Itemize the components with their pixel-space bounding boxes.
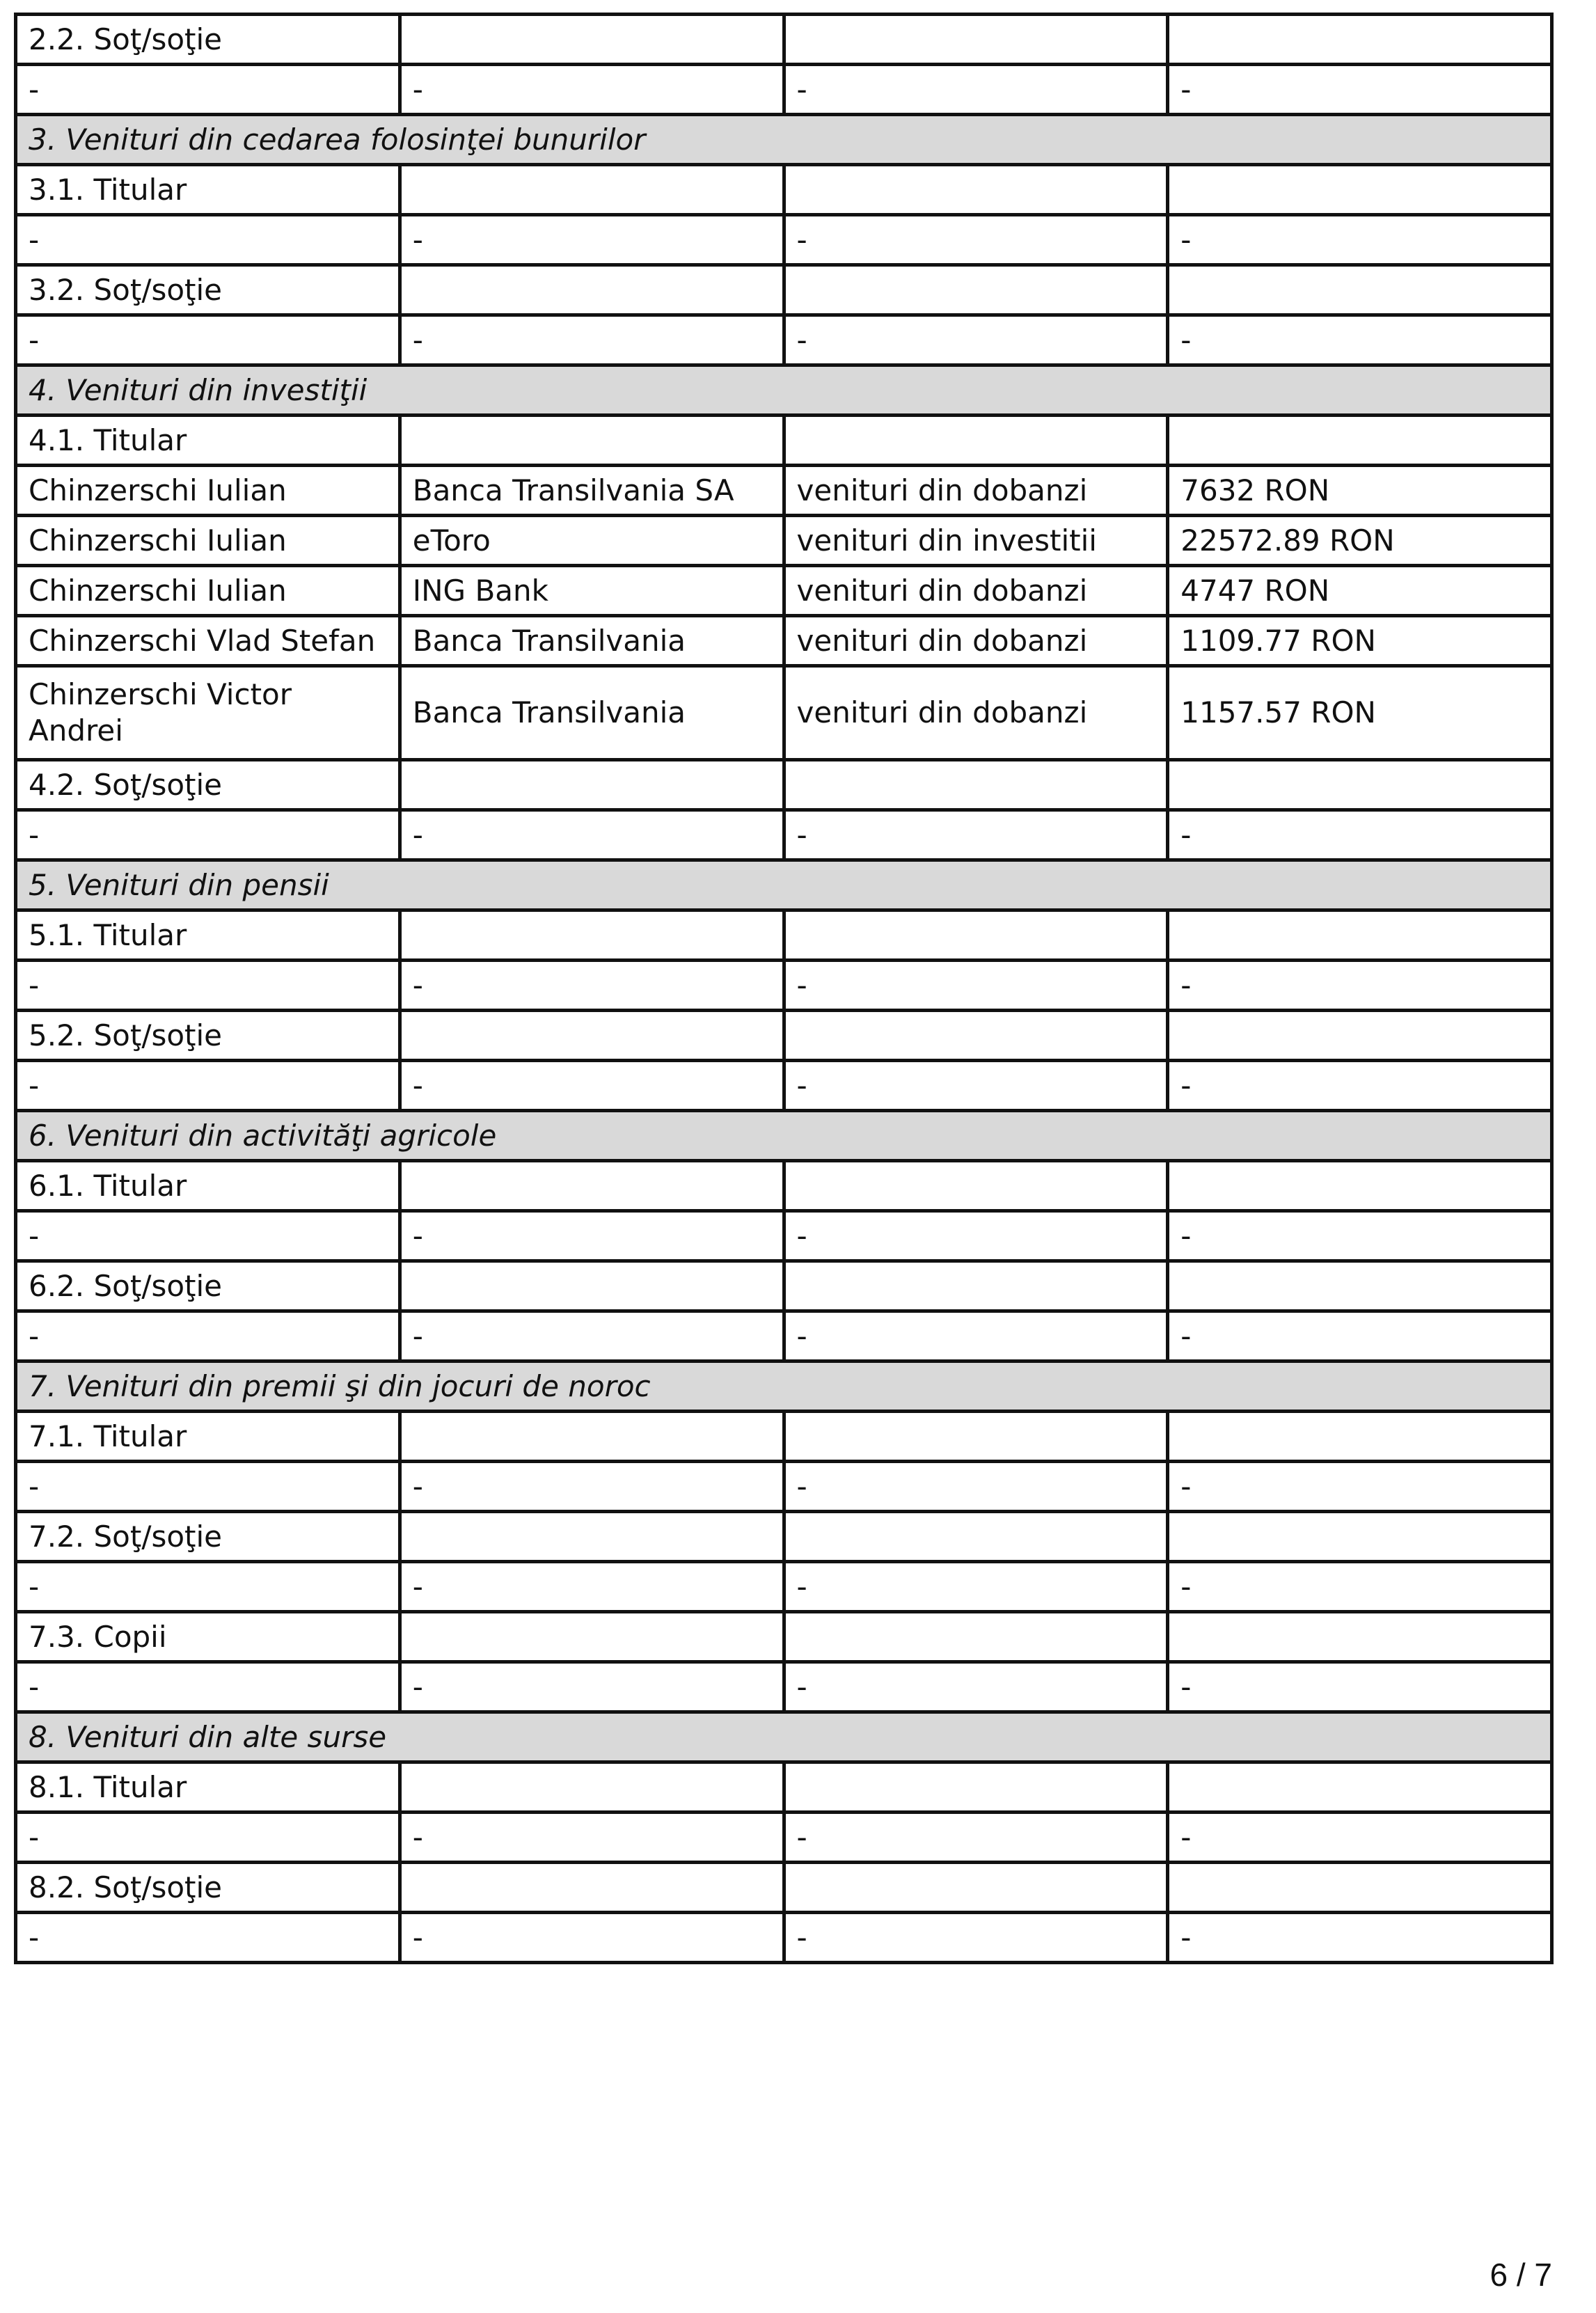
subsection-label: 6.1. Titular: [16, 1161, 400, 1211]
section-header-row: [16, 860, 1552, 910]
table-row: [16, 961, 1552, 1011]
income-source-cell: eToro: [400, 516, 784, 566]
income-type-cell: -: [784, 810, 1168, 860]
income-type-cell: -: [784, 961, 1168, 1011]
income-beneficiary-cell: Chinzerschi Iulian: [16, 516, 400, 566]
subsection-row: [16, 1863, 1552, 1913]
income-beneficiary-cell: -: [16, 215, 400, 265]
empty-cell: [784, 15, 1168, 65]
table-row: [16, 666, 1552, 760]
empty-cell: [784, 1261, 1168, 1311]
empty-cell: [400, 1762, 784, 1813]
empty-cell: [1168, 416, 1552, 466]
table-row: [16, 1061, 1552, 1111]
empty-cell: [1168, 265, 1552, 315]
income-type-cell: venituri din dobanzi: [784, 466, 1168, 516]
income-type-cell: -: [784, 1061, 1168, 1111]
income-source-cell: -: [400, 1211, 784, 1261]
income-amount-cell: -: [1168, 1913, 1552, 1963]
empty-cell: [784, 1512, 1168, 1562]
income-beneficiary-cell: -: [16, 961, 400, 1011]
subsection-row: [16, 1161, 1552, 1211]
subsection-row: [16, 165, 1552, 215]
income-amount-cell: -: [1168, 1211, 1552, 1261]
empty-cell: [784, 1412, 1168, 1462]
table-row: [16, 215, 1552, 265]
income-beneficiary-cell: -: [16, 1913, 400, 1963]
table-row: [16, 1662, 1552, 1712]
income-source-cell: -: [400, 315, 784, 365]
table-row: [16, 65, 1552, 115]
income-beneficiary-cell: -: [16, 1462, 400, 1512]
section-header-row: [16, 115, 1552, 165]
empty-cell: [1168, 15, 1552, 65]
income-type-cell: -: [784, 215, 1168, 265]
empty-cell: [400, 1261, 784, 1311]
empty-cell: [1168, 1612, 1552, 1662]
income-amount-cell: 4747 RON: [1168, 566, 1552, 616]
section-title: 6. Venituri din activităţi agricole: [16, 1111, 1552, 1161]
subsection-row: [16, 1612, 1552, 1662]
table-row: [16, 1813, 1552, 1863]
empty-cell: [784, 416, 1168, 466]
section-header-row: [16, 1361, 1552, 1412]
income-type-cell: -: [784, 1813, 1168, 1863]
empty-cell: [400, 1412, 784, 1462]
income-type-cell: -: [784, 1311, 1168, 1361]
empty-cell: [1168, 760, 1552, 810]
empty-cell: [1168, 910, 1552, 961]
income-beneficiary-cell: Chinzerschi Vlad Stefan: [16, 616, 400, 666]
income-source-cell: -: [400, 1462, 784, 1512]
section-header-row: [16, 1712, 1552, 1762]
income-amount-cell: 7632 RON: [1168, 466, 1552, 516]
income-amount-cell: -: [1168, 1662, 1552, 1712]
subsection-label: 5.2. Soţ/soţie: [16, 1011, 400, 1061]
income-amount-cell: -: [1168, 961, 1552, 1011]
empty-cell: [1168, 1512, 1552, 1562]
empty-cell: [1168, 1261, 1552, 1311]
income-beneficiary-cell: -: [16, 1311, 400, 1361]
income-source-cell: -: [400, 1813, 784, 1863]
empty-cell: [1168, 1412, 1552, 1462]
income-type-cell: -: [784, 1913, 1168, 1963]
empty-cell: [1168, 1762, 1552, 1813]
income-amount-cell: -: [1168, 1813, 1552, 1863]
subsection-label: 7.2. Soţ/soţie: [16, 1512, 400, 1562]
subsection-label: 7.3. Copii: [16, 1612, 400, 1662]
subsection-row: [16, 760, 1552, 810]
income-type-cell: -: [784, 1662, 1168, 1712]
table-row: [16, 315, 1552, 365]
income-amount-cell: 1109.77 RON: [1168, 616, 1552, 666]
income-type-cell: venituri din dobanzi: [784, 566, 1168, 616]
page-number: 6 / 7: [1490, 2257, 1552, 2293]
empty-cell: [400, 1863, 784, 1913]
empty-cell: [784, 760, 1168, 810]
table-row: [16, 566, 1552, 616]
section-title: 8. Venituri din alte surse: [16, 1712, 1552, 1762]
income-source-cell: -: [400, 215, 784, 265]
empty-cell: [400, 1612, 784, 1662]
subsection-label: 8.1. Titular: [16, 1762, 400, 1813]
table-row: [16, 1462, 1552, 1512]
empty-cell: [400, 416, 784, 466]
table-row: [16, 1913, 1552, 1963]
income-amount-cell: -: [1168, 65, 1552, 115]
section-title: 4. Venituri din investiţii: [16, 365, 1552, 416]
income-amount-cell: -: [1168, 215, 1552, 265]
income-amount-cell: -: [1168, 810, 1552, 860]
subsection-row: [16, 1011, 1552, 1061]
table-row: [16, 516, 1552, 566]
subsection-row: [16, 1261, 1552, 1311]
income-amount-cell: -: [1168, 315, 1552, 365]
empty-cell: [400, 1011, 784, 1061]
empty-cell: [400, 1512, 784, 1562]
table-row: [16, 1211, 1552, 1261]
section-header-row: [16, 1111, 1552, 1161]
empty-cell: [400, 265, 784, 315]
empty-cell: [400, 165, 784, 215]
subsection-row: [16, 1512, 1552, 1562]
empty-cell: [400, 1161, 784, 1211]
section-title: 7. Venituri din premii şi din jocuri de noroc: [16, 1361, 1552, 1412]
section-title: 5. Venituri din pensii: [16, 860, 1552, 910]
subsection-label: 2.2. Soţ/soţie: [16, 15, 400, 65]
income-amount-cell: -: [1168, 1061, 1552, 1111]
income-amount-cell: -: [1168, 1562, 1552, 1612]
section-title: 3. Venituri din cedarea folosinţei bunurilor: [16, 115, 1552, 165]
income-source-cell: -: [400, 1311, 784, 1361]
subsection-label: 7.1. Titular: [16, 1412, 400, 1462]
income-beneficiary-cell: -: [16, 1662, 400, 1712]
empty-cell: [784, 1161, 1168, 1211]
income-beneficiary-cell: -: [16, 1813, 400, 1863]
empty-cell: [784, 165, 1168, 215]
table-row: [16, 1311, 1552, 1361]
income-type-cell: venituri din dobanzi: [784, 666, 1168, 760]
empty-cell: [400, 15, 784, 65]
subsection-row: [16, 416, 1552, 466]
income-declaration-table: [14, 13, 1554, 1964]
income-source-cell: -: [400, 961, 784, 1011]
income-type-cell: venituri din dobanzi: [784, 616, 1168, 666]
table-row: [16, 616, 1552, 666]
income-beneficiary-cell: -: [16, 1562, 400, 1612]
income-type-cell: -: [784, 1211, 1168, 1261]
empty-cell: [1168, 1863, 1552, 1913]
empty-cell: [784, 910, 1168, 961]
subsection-row: [16, 910, 1552, 961]
subsection-row: [16, 265, 1552, 315]
income-source-cell: -: [400, 1662, 784, 1712]
income-type-cell: -: [784, 315, 1168, 365]
subsection-label: 8.2. Soţ/soţie: [16, 1863, 400, 1913]
income-beneficiary-cell: -: [16, 1061, 400, 1111]
subsection-label: 6.2. Soţ/soţie: [16, 1261, 400, 1311]
empty-cell: [1168, 1161, 1552, 1211]
income-amount-cell: 1157.57 RON: [1168, 666, 1552, 760]
empty-cell: [400, 910, 784, 961]
income-source-cell: ING Bank: [400, 566, 784, 616]
income-type-cell: -: [784, 65, 1168, 115]
empty-cell: [784, 1762, 1168, 1813]
table-row: [16, 1562, 1552, 1612]
income-type-cell: -: [784, 1462, 1168, 1512]
income-source-cell: Banca Transilvania SA: [400, 466, 784, 516]
empty-cell: [784, 1863, 1168, 1913]
empty-cell: [400, 760, 784, 810]
subsection-label: 5.1. Titular: [16, 910, 400, 961]
income-source-cell: -: [400, 1061, 784, 1111]
income-type-cell: -: [784, 1562, 1168, 1612]
income-beneficiary-cell: Chinzerschi Victor Andrei: [16, 666, 400, 760]
empty-cell: [784, 265, 1168, 315]
income-beneficiary-cell: -: [16, 315, 400, 365]
income-beneficiary-cell: -: [16, 1211, 400, 1261]
section-header-row: [16, 365, 1552, 416]
subsection-row: [16, 1762, 1552, 1813]
income-source-cell: -: [400, 1562, 784, 1612]
empty-cell: [784, 1612, 1168, 1662]
empty-cell: [1168, 165, 1552, 215]
income-beneficiary-cell: Chinzerschi Iulian: [16, 566, 400, 616]
table-row: [16, 466, 1552, 516]
income-source-cell: Banca Transilvania: [400, 616, 784, 666]
subsection-row: [16, 1412, 1552, 1462]
income-source-cell: -: [400, 1913, 784, 1963]
income-table-body: [16, 15, 1552, 1963]
empty-cell: [1168, 1011, 1552, 1061]
income-beneficiary-cell: Chinzerschi Iulian: [16, 466, 400, 516]
income-type-cell: venituri din investitii: [784, 516, 1168, 566]
income-amount-cell: 22572.89 RON: [1168, 516, 1552, 566]
subsection-label: 3.2. Soţ/soţie: [16, 265, 400, 315]
subsection-row: [16, 15, 1552, 65]
empty-cell: [784, 1011, 1168, 1061]
income-source-cell: -: [400, 810, 784, 860]
income-amount-cell: -: [1168, 1311, 1552, 1361]
income-source-cell: -: [400, 65, 784, 115]
subsection-label: 4.2. Soţ/soţie: [16, 760, 400, 810]
income-source-cell: Banca Transilvania: [400, 666, 784, 760]
subsection-label: 3.1. Titular: [16, 165, 400, 215]
table-row: [16, 810, 1552, 860]
income-amount-cell: -: [1168, 1462, 1552, 1512]
income-beneficiary-cell: -: [16, 810, 400, 860]
income-beneficiary-cell: -: [16, 65, 400, 115]
subsection-label: 4.1. Titular: [16, 416, 400, 466]
